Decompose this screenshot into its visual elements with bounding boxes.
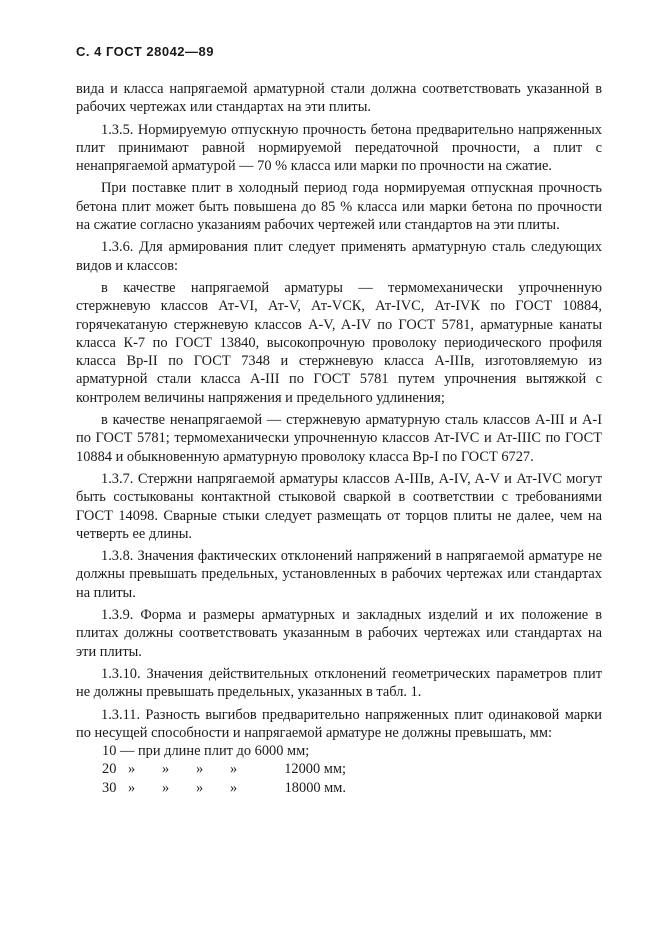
paragraph-1-3-9: 1.3.9. Форма и размеры арматурных и закладных изделий и их положение в плитах должны соответствовать указанным в рабочих чертежах или стандартах на эти плиты. (76, 607, 602, 660)
list-item-text: 10 — при длине плит до 6000 мм; (102, 743, 310, 760)
list-item-number: 20 (102, 761, 117, 778)
paragraph-1-3-8: 1.3.8. Значения фактических отклонений напряжений в напрягаемой арматуре не должны превышать предельных, установленных в рабочих чертежах или стандартах на плиты. (76, 548, 602, 601)
document-body (76, 80, 602, 797)
ditto-mark: » (230, 779, 238, 796)
paragraph: в качестве ненапрягаемой — стержневую арматурную сталь классов A-III и A-I по ГОСТ 5781; термомеханически упрочненную классов Ат-IVС и Ат-IIIС по ГОСТ 10884 и обыкновенную арматурную проволоку класса Вр-I по ГОСТ 6727. (76, 412, 602, 465)
paragraph: вида и класса напрягаемой арматурной стали должна соответствовать указанной в рабочих чертежах или стандартах на эти плиты. (76, 81, 602, 116)
paragraph: При поставке плит в холодный период года нормируемая отпускная прочность бетона плит может быть повышена до 85 % класса или марки бетона по прочности на сжатие согласно указаниям рабочих чертежей или стандартов на эти плиты. (76, 180, 602, 234)
paragraph-1-3-10: 1.3.10. Значения действительных отклонений геометрических параметров плит не должны превышать предельных, указанных в табл. 1. (76, 665, 602, 701)
list-item-value: 18000 мм. (284, 779, 346, 796)
list-item (76, 742, 602, 760)
ditto-mark: » (196, 761, 204, 778)
ditto-mark: » (128, 779, 136, 796)
paragraph: в качестве напрягаемой арматуры — термомеханически упрочненную стержневую классов Ат-VI, Ат-V, Ат-VСК, Ат-IVС, Ат-IVК по ГОСТ 10884, горячекатаную стержневую классов A-V, A-IV по ГОСТ 5781, арматурные канаты класса К-7 по ГОСТ 13840, высокопрочную проволоку периодического профиля класса Вр-II по ГОСТ 7348 и стержневую класса A-IIIв, изготовляемую из арматурной стали класса A-III по ГОСТ 5781 путем упрочнения вытяжкой с контролем величины напряжения и предельного удлинения; (76, 279, 602, 406)
list-item-number: 30 (102, 779, 117, 796)
ditto-mark: » (162, 761, 170, 778)
page-header: С. 4 ГОСТ 28042—89 (76, 44, 214, 59)
paragraph-1-3-11: 1.3.11. Разность выгибов предварительно напряженных плит одинаковой марки по несущей способности и напрягаемой арматуре не должны превышать, мм: (76, 706, 602, 741)
list-item (76, 779, 602, 797)
list-item-value: 12000 мм; (284, 761, 346, 778)
deflection-list (76, 742, 602, 797)
paragraph-1-3-7: 1.3.7. Стержни напрягаемой арматуры классов A-IIIв, A-IV, A-V и Ат-IVС могут быть состыкованы контактной стыковой сваркой в соответствии с требованиями ГОСТ 14098. Сварные стыки следует размещать от торцов плиты не далее, чем на четверть ее длины. (76, 470, 602, 542)
paragraph-1-3-6: 1.3.6. Для армирования плит следует применять арматурную сталь следующих видов и классов: (76, 239, 602, 274)
list-item (76, 760, 602, 778)
ditto-mark: » (128, 761, 136, 778)
ditto-mark: » (196, 779, 204, 796)
ditto-mark: » (230, 761, 238, 778)
ditto-mark: » (162, 779, 170, 796)
paragraph-1-3-5: 1.3.5. Нормируемую отпускную прочность бетона предварительно напряженных плит принимают равной нормируемой передаточной прочности, а плит с ненапрягаемой арматурой — 70 % класса или марки по прочности на сжатие. (76, 121, 602, 175)
